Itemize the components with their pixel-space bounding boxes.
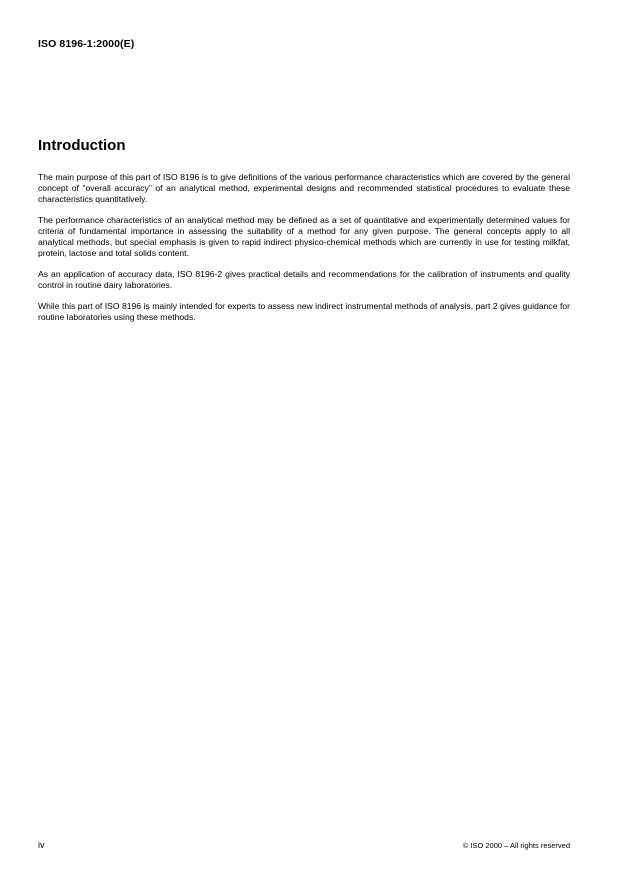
document-header-id: ISO 8196-1:2000(E): [38, 38, 135, 50]
paragraph-1: The main purpose of this part of ISO 8196 is to give definitions of the various performance characteristics which are covered by the general concept of “overall accuracy” of an analytical method, experimental designs and recommended statistical procedures to evaluate these characteristics quantitatively.: [38, 172, 570, 204]
paragraph-2: The performance characteristics of an analytical method may be defined as a set of quantitative and experimentally determined values for criteria of fundamental importance in assessing the suitability of a method for any given purpose. The general concepts apply to all analytical methods, but special emphasis is given to rapid indirect physico-chemical methods which are currently in use for testing milkfat, protein, lactose and total solids content.: [38, 215, 570, 258]
section-title: Introduction: [38, 137, 126, 154]
introduction-body: [38, 172, 570, 333]
copyright-notice: © ISO 2000 – All rights reserved: [462, 841, 570, 850]
page-number: iv: [38, 840, 45, 850]
paragraph-3: As an application of accuracy data, ISO 8196-2 gives practical details and recommendations for the calibration of instruments and quality control in routine dairy laboratories.: [38, 269, 570, 290]
paragraph-4: While this part of ISO 8196 is mainly intended for experts to assess new indirect instrumental methods of analysis, part 2 gives guidance for routine laboratories using these methods.: [38, 301, 570, 322]
